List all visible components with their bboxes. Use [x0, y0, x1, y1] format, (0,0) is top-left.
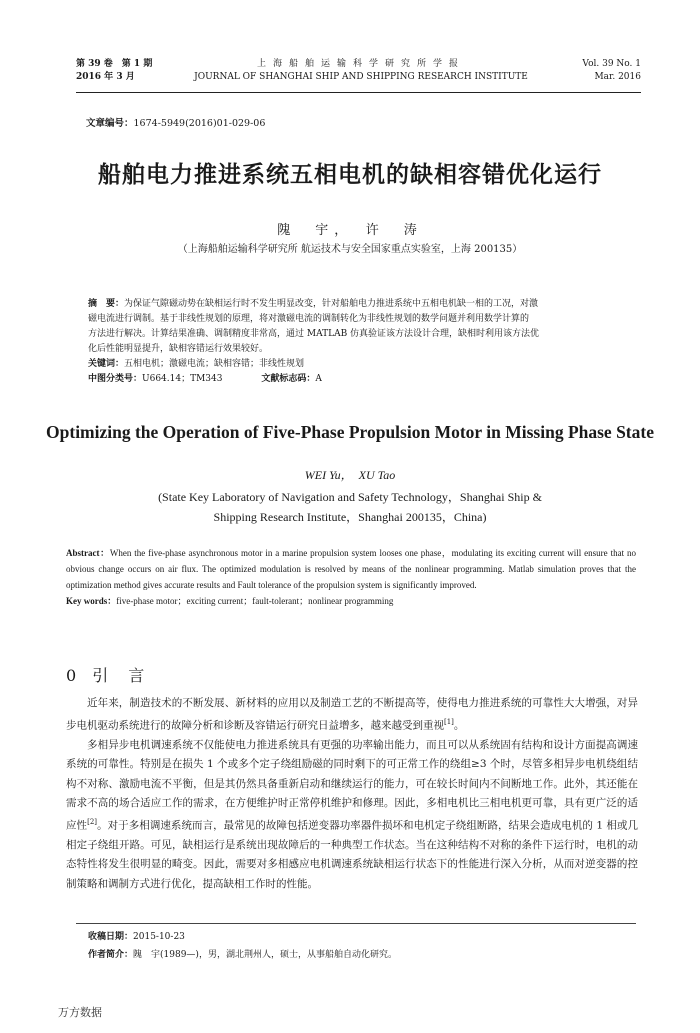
volume-issue-cn: 第 39 卷 第 1 期 — [76, 59, 153, 69]
header-journal-name — [176, 58, 546, 84]
clc-label: 中图分类号： — [88, 374, 143, 384]
body-text — [66, 694, 638, 894]
classification-row — [88, 372, 636, 387]
authors-cn: 隗 宇， 许 涛 — [277, 223, 423, 238]
article-number-label: 文章编号： — [86, 118, 134, 129]
affiliation-en-line: Shipping Research Institute，Shanghai 200135，China) — [213, 510, 487, 524]
abstract-cn-line: 方法进行解决。计算结果准确、调制精度非常高，通过 MATLAB 仿真验证该方法设计合理，缺相时利用该方法优 — [88, 329, 540, 339]
volume-issue-en: Vol. 39 No. 1 — [582, 59, 641, 69]
abstract-cn — [88, 297, 636, 387]
affiliation-en — [0, 487, 700, 527]
citation-ref[interactable]: [2] — [87, 818, 98, 827]
keywords-en-text: five-phase motor；exciting current；fault-tolerant；nonlinear programming — [116, 596, 394, 606]
date-cn: 2016 年 3 月 — [76, 72, 135, 82]
abstract-en-text: When the five-phase asynchronous motor in a marine propulsion system looses one phase，modulating its exciting current will ensure that no obvious change occurs on air flux. The optimized modulation is resolved by means of the nonlinear programming. Matlab simulation proves that the optimization method gives accurate results and Fault tolerance of the propulsion system is significantly improved. — [66, 548, 636, 590]
body-paragraph: 近年来，制造技术的不断发展、新材料的应用以及制造工艺的不断提高等，使得电力推进系统的可靠性大大增强，对异步电机驱动系统进行的故障分析和诊断及容错运行研究日益增多，越来越受到重视[1]。 — [66, 697, 638, 732]
abstract-en-label: Abstract： — [66, 548, 110, 558]
watermark: 万方数据 — [58, 1006, 102, 1019]
page-title-en: Optimizing the Operation of Five-Phase Propulsion Motor in Missing Phase State — [46, 422, 654, 442]
journal-header — [76, 58, 641, 93]
citation-ref[interactable]: [1] — [444, 718, 454, 727]
body-paragraph: 多相异步电机调速系统不仅能使电力推进系统具有更强的功率输出能力，而且可以从系统固有结构和设计方面提高调速系统的可靠性。特别是在损失 1 个或多个定子绕组励磁的同时剩下的可正常工作的绕组≥3 个时，尽管多相异步电机绕组结构不对称、激励电流不平衡，但是其仍然具备重新启动和继续运行的能力，可在较长时间内不间断地工作。此外，其还能在需求不高的场合适应工作的需求，在方便维护时正常停机维护和修理。因此，多相电机比三相电机更可靠，具有更广泛的适应性[2]。对于多相调速系统而言，最常见的故障包括逆变器功率器件损坏和电机定子绕组断路，结果会造成电机的 1 相或几相定子绕组开路。可见，缺相运行是系统出现故障后的一种典型工作状态。当在这种结构不对称的条件下运行时，电机的动态特性将发生很明显的畸变。因此，需要对多相感应电机调速系统缺相运行状态下的性能进行深入分析，从而对逆变器的控制策略和调制方式进行优化，提高缺相工作时的性能。 — [66, 739, 639, 890]
abstract-en-body — [66, 545, 636, 593]
doc-code-label: 文献标志码： — [261, 374, 316, 384]
journal-name-en: JOURNAL OF SHANGHAI SHIP AND SHIPPING RESEARCH INSTITUTE — [194, 72, 528, 82]
abstract-en — [66, 545, 636, 609]
footnote-divider — [76, 923, 636, 924]
article-number-value: 1674-5949(2016)01-029-06 — [133, 118, 266, 129]
abstract-cn-label: 摘 要： — [88, 299, 125, 309]
author-bio — [88, 946, 397, 964]
journal-name-cn: 上海船舶运输科学研究所学报 — [256, 59, 465, 69]
section-heading — [66, 663, 146, 686]
section-title: 引 言 — [92, 666, 147, 685]
received-date-label: 收稿日期： — [88, 932, 134, 942]
keywords-cn — [88, 357, 636, 372]
doc-code-value: A — [315, 374, 322, 384]
article-number — [86, 115, 265, 129]
page-title-cn: 船舶电力推进系统五相电机的缺相容错优化运行 — [98, 162, 602, 188]
author-bio-text: 隗 宇(1989—)，男，湖北荆州人，硕士，从事船舶自动化研究。 — [133, 950, 397, 960]
keywords-cn-label: 关键词： — [88, 359, 125, 369]
abstract-cn-text: 为保证气隙磁动势在缺相运行时不发生明显改变，针对船舶电力推进系统中五相电机缺一相的工况，对激 — [124, 299, 539, 309]
keywords-en — [66, 593, 636, 609]
header-volume-en — [582, 58, 641, 84]
clc-value: U664.14；TM343 — [142, 374, 223, 384]
received-date — [88, 928, 397, 946]
section-number: 0 — [66, 666, 79, 685]
keywords-en-label: Key words： — [66, 596, 117, 606]
keywords-cn-text: 五相电机；激磁电流；缺相容错；非线性规划 — [124, 359, 305, 369]
author-bio-label: 作者简介： — [88, 950, 134, 960]
footnotes — [88, 928, 397, 964]
abstract-cn-line: 化后性能明显提升，缺相容错运行效果较好。 — [88, 344, 269, 354]
affiliation-en-line: (State Key Laboratory of Navigation and Safety Technology，Shanghai Ship & — [158, 490, 542, 504]
affiliation-cn: （上海船舶运输科学研究所 航运技术与安全国家重点实验室，上海 200135） — [177, 244, 523, 255]
received-date-value: 2015-10-23 — [133, 932, 185, 942]
header-volume-cn — [76, 58, 152, 84]
authors-en: WEI Yu， XU Tao — [304, 468, 396, 482]
date-en: Mar. 2016 — [594, 72, 641, 82]
abstract-cn-line — [88, 297, 636, 312]
abstract-cn-line: 磁电流进行调制。基于非线性规划的原理，将对激磁电流的调制转化为非线性规划的数学问题并利用数学计算的 — [88, 314, 530, 324]
